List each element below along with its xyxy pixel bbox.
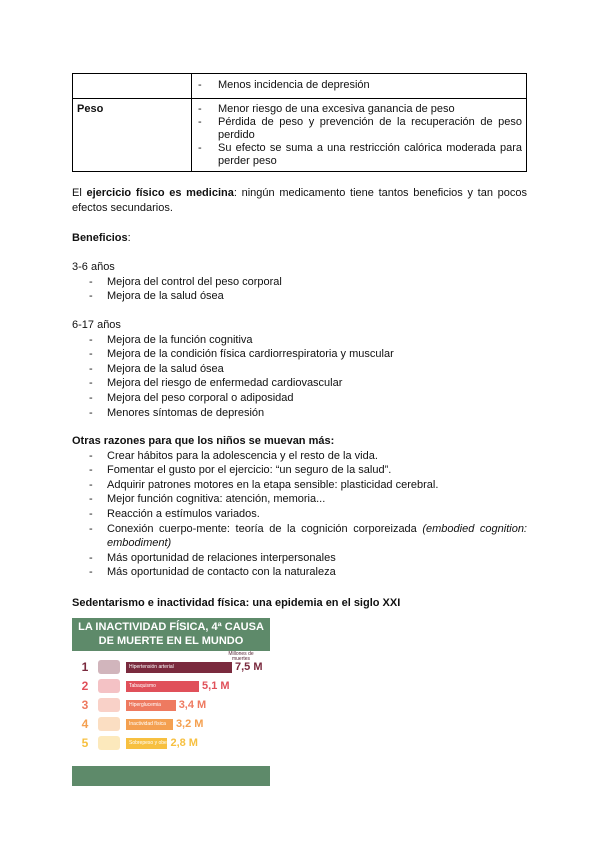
row-items <box>192 74 527 99</box>
list-item <box>72 522 527 551</box>
cause-value: 3,4 M <box>178 699 207 711</box>
cause-row <box>72 679 230 693</box>
list-item: - Crear hábitos para la adolescencia y el resto de la vida. <box>72 449 527 464</box>
list-item: - Reacción a estímulos variados. <box>72 507 527 522</box>
list-item: - Mejora del riesgo de enfermedad cardiovascular <box>72 376 527 391</box>
cause-value: 3,2 M <box>175 718 204 730</box>
rank: 2 <box>81 679 89 693</box>
cause-row <box>72 660 263 674</box>
cause-value: 5,1 M <box>202 680 230 692</box>
benefits-heading <box>72 231 527 246</box>
rank: 3 <box>81 698 89 712</box>
intro-text-2: : ningún medicamento tiene tantos beneficios y tan pocos efectos secundarios. <box>72 187 527 214</box>
table-row <box>73 99 527 172</box>
list-item: - Mejora de la salud ósea <box>72 289 527 304</box>
list-item: - Mejora de la función cognitiva <box>72 333 527 348</box>
intro-text: El <box>72 187 87 199</box>
reasons-section <box>72 434 527 580</box>
list-item: - Mejor función cognitiva: atención, memoria... <box>72 492 527 507</box>
reasons-title: Otras razones para que los niños se muevan más: <box>72 435 335 447</box>
infographic-title-2: DE MUERTE EN EL MUNDO <box>98 635 244 647</box>
list-item: - Menor riesgo de una excesiva ganancia de peso <box>196 103 522 116</box>
cause-value: 7,5 M <box>235 661 263 673</box>
list-item: - Más oportunidad de relaciones interpersonales <box>72 551 527 566</box>
cause-bar: Hipertensión arterial <box>126 662 232 673</box>
cause-bar: Hiperglucemia <box>126 700 176 711</box>
cause-bar: Inactividad física <box>126 719 173 730</box>
infographic-header <box>72 618 270 651</box>
intro-paragraph <box>72 186 527 215</box>
cause-icon <box>98 698 120 712</box>
infographic-footer <box>72 766 270 786</box>
cause-row <box>72 736 198 750</box>
rank: 4 <box>81 717 89 731</box>
list-item: - Más oportunidad de contacto con la naturaleza <box>72 565 527 580</box>
infographic-title-1: LA INACTIVIDAD FÍSICA, 4ª CAUSA <box>78 621 264 633</box>
cause-bar: Tabaquismo <box>126 681 199 692</box>
list-item: - Pérdida de peso y prevención de la recuperación de peso perdido <box>196 116 522 142</box>
age-label: 3-6 años <box>72 261 115 273</box>
benefits-title: Beneficios <box>72 232 128 244</box>
cause-icon <box>98 660 120 674</box>
row-label: Peso <box>73 99 192 172</box>
list-item: - Mejora de la condición física cardiorrespiratoria y muscular <box>72 347 527 362</box>
unit-label: Millones de muertes <box>228 651 254 662</box>
cause-row <box>72 717 203 731</box>
list-item: - Mejora del peso corporal o adiposidad <box>72 391 527 406</box>
row-label <box>73 74 192 99</box>
embodied-italic: (embodied cognition: embodiment) <box>107 522 527 550</box>
rank: 5 <box>81 736 89 750</box>
cause-value: 2,8 M <box>170 737 198 749</box>
cause-icon <box>98 717 120 731</box>
benefits-group-1 <box>72 260 527 304</box>
benefits-table <box>72 73 527 172</box>
age-label: 6-17 años <box>72 319 121 331</box>
sedentarismo-title: Sedentarismo e inactividad física: una epidemia en el siglo XXI <box>72 597 401 609</box>
list-item: - Menores síntomas de depresión <box>72 406 527 421</box>
list-item: - Menos incidencia de depresión <box>196 79 522 92</box>
cause-icon <box>98 736 120 750</box>
list-item: - Su efecto se suma a una restricción calórica moderada para perder peso <box>196 142 522 168</box>
intro-bold: ejercicio físico es medicina <box>86 187 234 199</box>
cause-row <box>72 698 206 712</box>
row-items <box>192 99 527 172</box>
list-item: - Mejora de la salud ósea <box>72 362 527 377</box>
cause-icon <box>98 679 120 693</box>
cause-bar: Sobrepeso y obesidad <box>126 738 167 749</box>
benefits-group-2 <box>72 318 527 420</box>
colon: : <box>127 232 131 244</box>
list-item: - Adquirir patrones motores en la etapa sensible: plasticidad cerebral. <box>72 478 527 493</box>
list-item: - Mejora del control del peso corporal <box>72 275 527 290</box>
sedentarismo-heading <box>72 596 527 611</box>
rank: 1 <box>81 660 89 674</box>
list-item: - Fomentar el gusto por el ejercicio: “un seguro de la salud”. <box>72 463 527 478</box>
embodied-text: Conexión cuerpo-mente: teoría de la cognición corporeizada <box>107 522 423 535</box>
inactivity-infographic <box>72 618 270 786</box>
table-row <box>73 74 527 99</box>
